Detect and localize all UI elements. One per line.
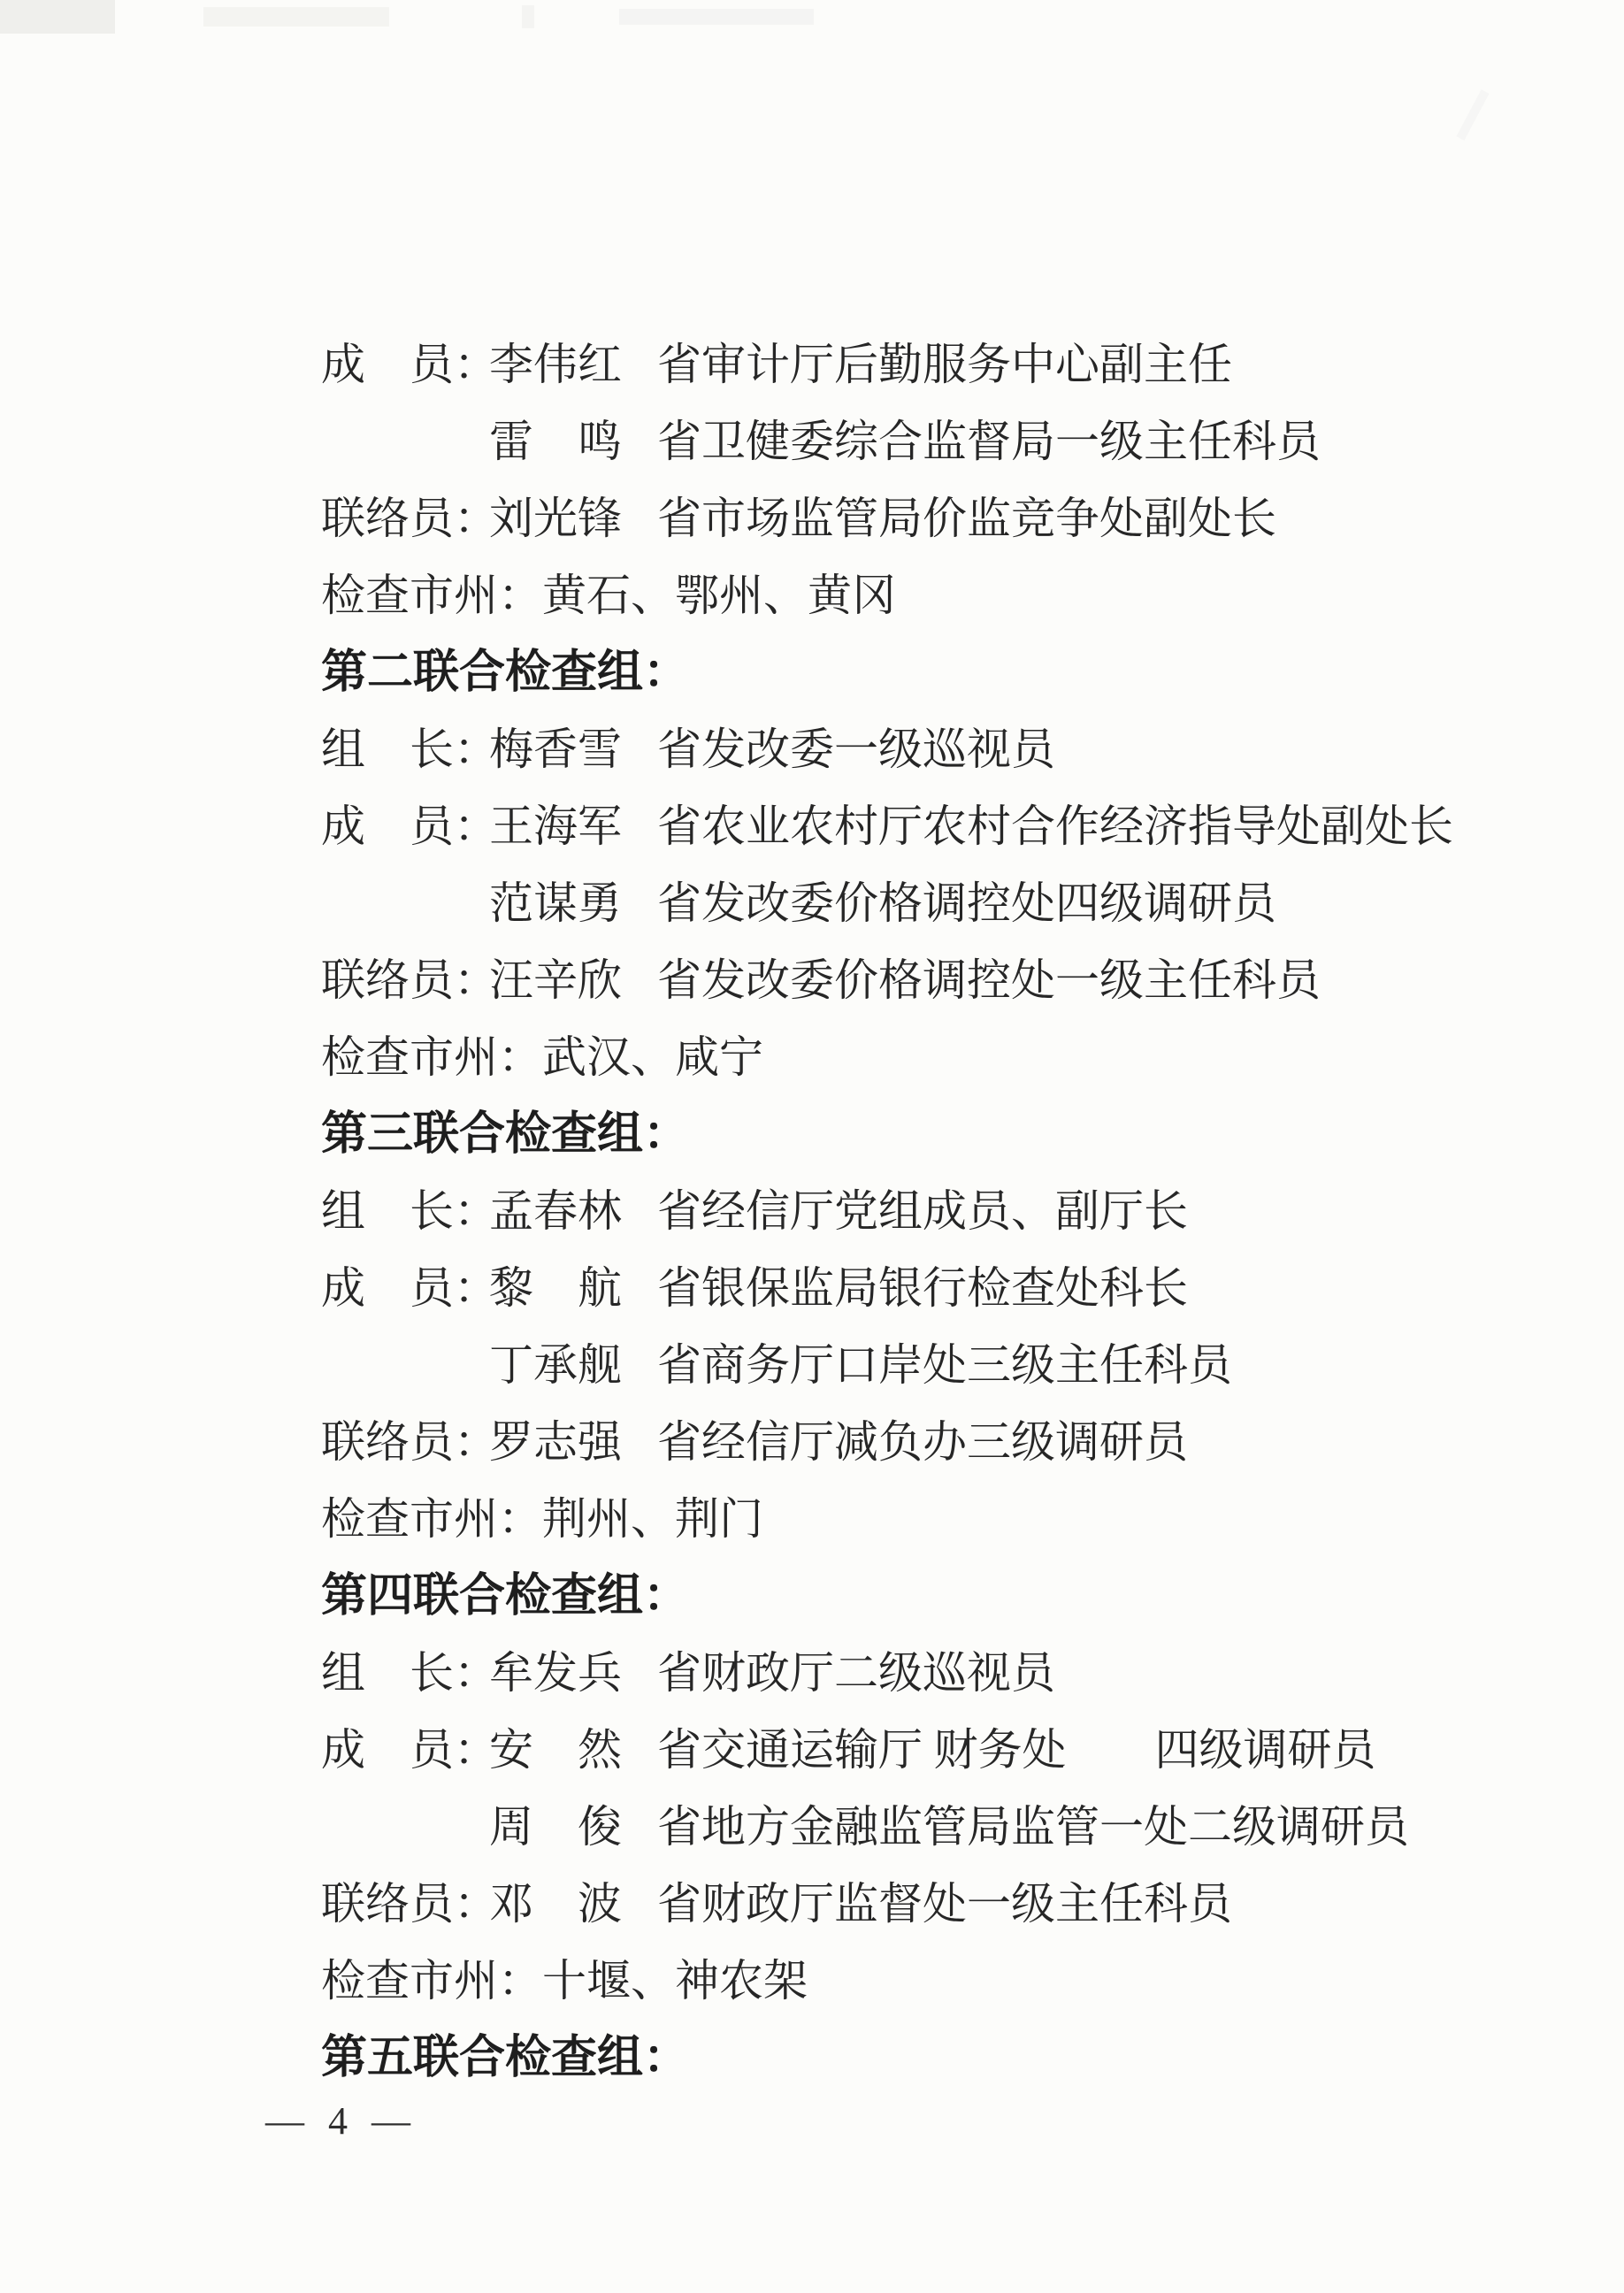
scan-artifact (619, 9, 814, 25)
role-label: 成 员： (321, 1724, 498, 1775)
person-name: 牟发兵 (489, 1647, 622, 1698)
person-name: 孟春林 (489, 1185, 622, 1236)
role-label: 联络员： (321, 1416, 498, 1467)
scan-artifact (522, 5, 534, 28)
doc-line-member (321, 1788, 1453, 1865)
cities-list: 黄石、鄂州、黄冈 (542, 570, 896, 620)
person-title: 省财政厅二级巡视员 (657, 1647, 1055, 1698)
doc-line-group-heading (321, 1095, 1453, 1172)
role-label: 组 长： (321, 1185, 498, 1236)
person-name: 周 俊 (489, 1801, 622, 1852)
person-name: 黎 航 (489, 1262, 622, 1313)
person-name: 刘光锋 (489, 493, 622, 543)
doc-line-member (321, 403, 1453, 479)
role-label: 成 员： (321, 1262, 498, 1313)
person-title: 省市场监管局价监竞争处副处长 (657, 493, 1276, 543)
cities-label: 检查市州： (321, 1955, 542, 2005)
doc-line-liaison (321, 1403, 1453, 1480)
person-name: 梅香雪 (489, 724, 622, 774)
doc-line-group-heading (321, 633, 1453, 710)
person-title: 省商务厅口岸处三级主任科员 (657, 1339, 1232, 1390)
cities-list: 荆州、荆门 (542, 1493, 763, 1544)
cities-list: 十堰、神农架 (542, 1955, 808, 2005)
person-name: 范谋勇 (489, 878, 622, 928)
scan-artifact (203, 7, 389, 27)
cities-label: 检查市州： (321, 1031, 542, 1082)
scan-artifact (1457, 89, 1490, 141)
role-label: 联络员： (321, 1878, 498, 1929)
doc-line-member (321, 1326, 1453, 1403)
person-title: 省农业农村厅农村合作经济指导处副处长 (657, 801, 1453, 851)
doc-line-member (321, 1249, 1453, 1326)
person-name: 雷 鸣 (489, 416, 622, 466)
doc-line-liaison (321, 479, 1453, 556)
doc-line-cities (321, 556, 1453, 633)
person-title: 省发改委价格调控处一级主任科员 (657, 955, 1321, 1005)
person-name: 安 然 (489, 1724, 622, 1775)
cities-label: 检查市州： (321, 1493, 542, 1544)
role-label: 成 员： (321, 339, 498, 389)
person-title: 省地方金融监管局监管一处二级调研员 (657, 1801, 1409, 1852)
group-heading: 第二联合检查组： (321, 646, 690, 698)
person-title: 省发改委一级巡视员 (657, 724, 1055, 774)
doc-line-cities (321, 1480, 1453, 1557)
doc-line-member (321, 864, 1453, 941)
doc-line-liaison (321, 941, 1453, 1018)
role-label: 组 长： (321, 1647, 498, 1698)
person-name: 罗志强 (489, 1416, 622, 1467)
page-number: — 4 — (265, 2099, 417, 2143)
role-label: 联络员： (321, 493, 498, 543)
doc-line-group-heading (321, 2019, 1453, 2096)
doc-line-member (321, 1711, 1453, 1788)
doc-line-group-heading (321, 1557, 1453, 1634)
doc-line-leader (321, 710, 1453, 787)
doc-line-member (321, 326, 1453, 403)
person-title: 省经信厅党组成员、副厅长 (657, 1185, 1188, 1236)
person-title: 省经信厅减负办三级调研员 (657, 1416, 1188, 1467)
document-body (321, 326, 1453, 2096)
role-label: 联络员： (321, 955, 498, 1005)
doc-line-liaison (321, 1865, 1453, 1942)
group-heading: 第五联合检查组： (321, 2031, 690, 2083)
doc-line-member (321, 787, 1453, 864)
doc-line-leader (321, 1634, 1453, 1711)
doc-line-cities (321, 1942, 1453, 2019)
person-title: 省审计厅后勤服务中心副主任 (657, 339, 1232, 389)
group-heading: 第四联合检查组： (321, 1569, 690, 1622)
person-title: 省财政厅监督处一级主任科员 (657, 1878, 1232, 1929)
cities-list: 武汉、咸宁 (542, 1031, 763, 1082)
person-title: 省发改委价格调控处四级调研员 (657, 878, 1276, 928)
person-title: 省银保监局银行检查处科长 (657, 1262, 1188, 1313)
person-name: 王海军 (489, 801, 622, 851)
role-label: 组 长： (321, 724, 498, 774)
person-title: 省交通运输厅 财务处 四级调研员 (657, 1724, 1376, 1775)
role-label: 成 员： (321, 801, 498, 851)
person-name: 汪辛欣 (489, 955, 622, 1005)
group-heading: 第三联合检查组： (321, 1108, 690, 1160)
doc-line-cities (321, 1018, 1453, 1095)
scan-artifact (0, 0, 115, 34)
person-name: 邓 波 (489, 1878, 622, 1929)
doc-line-leader (321, 1172, 1453, 1249)
person-title: 省卫健委综合监督局一级主任科员 (657, 416, 1321, 466)
cities-label: 检查市州： (321, 570, 542, 620)
person-name: 丁承舰 (489, 1339, 622, 1390)
person-name: 李伟红 (489, 339, 622, 389)
